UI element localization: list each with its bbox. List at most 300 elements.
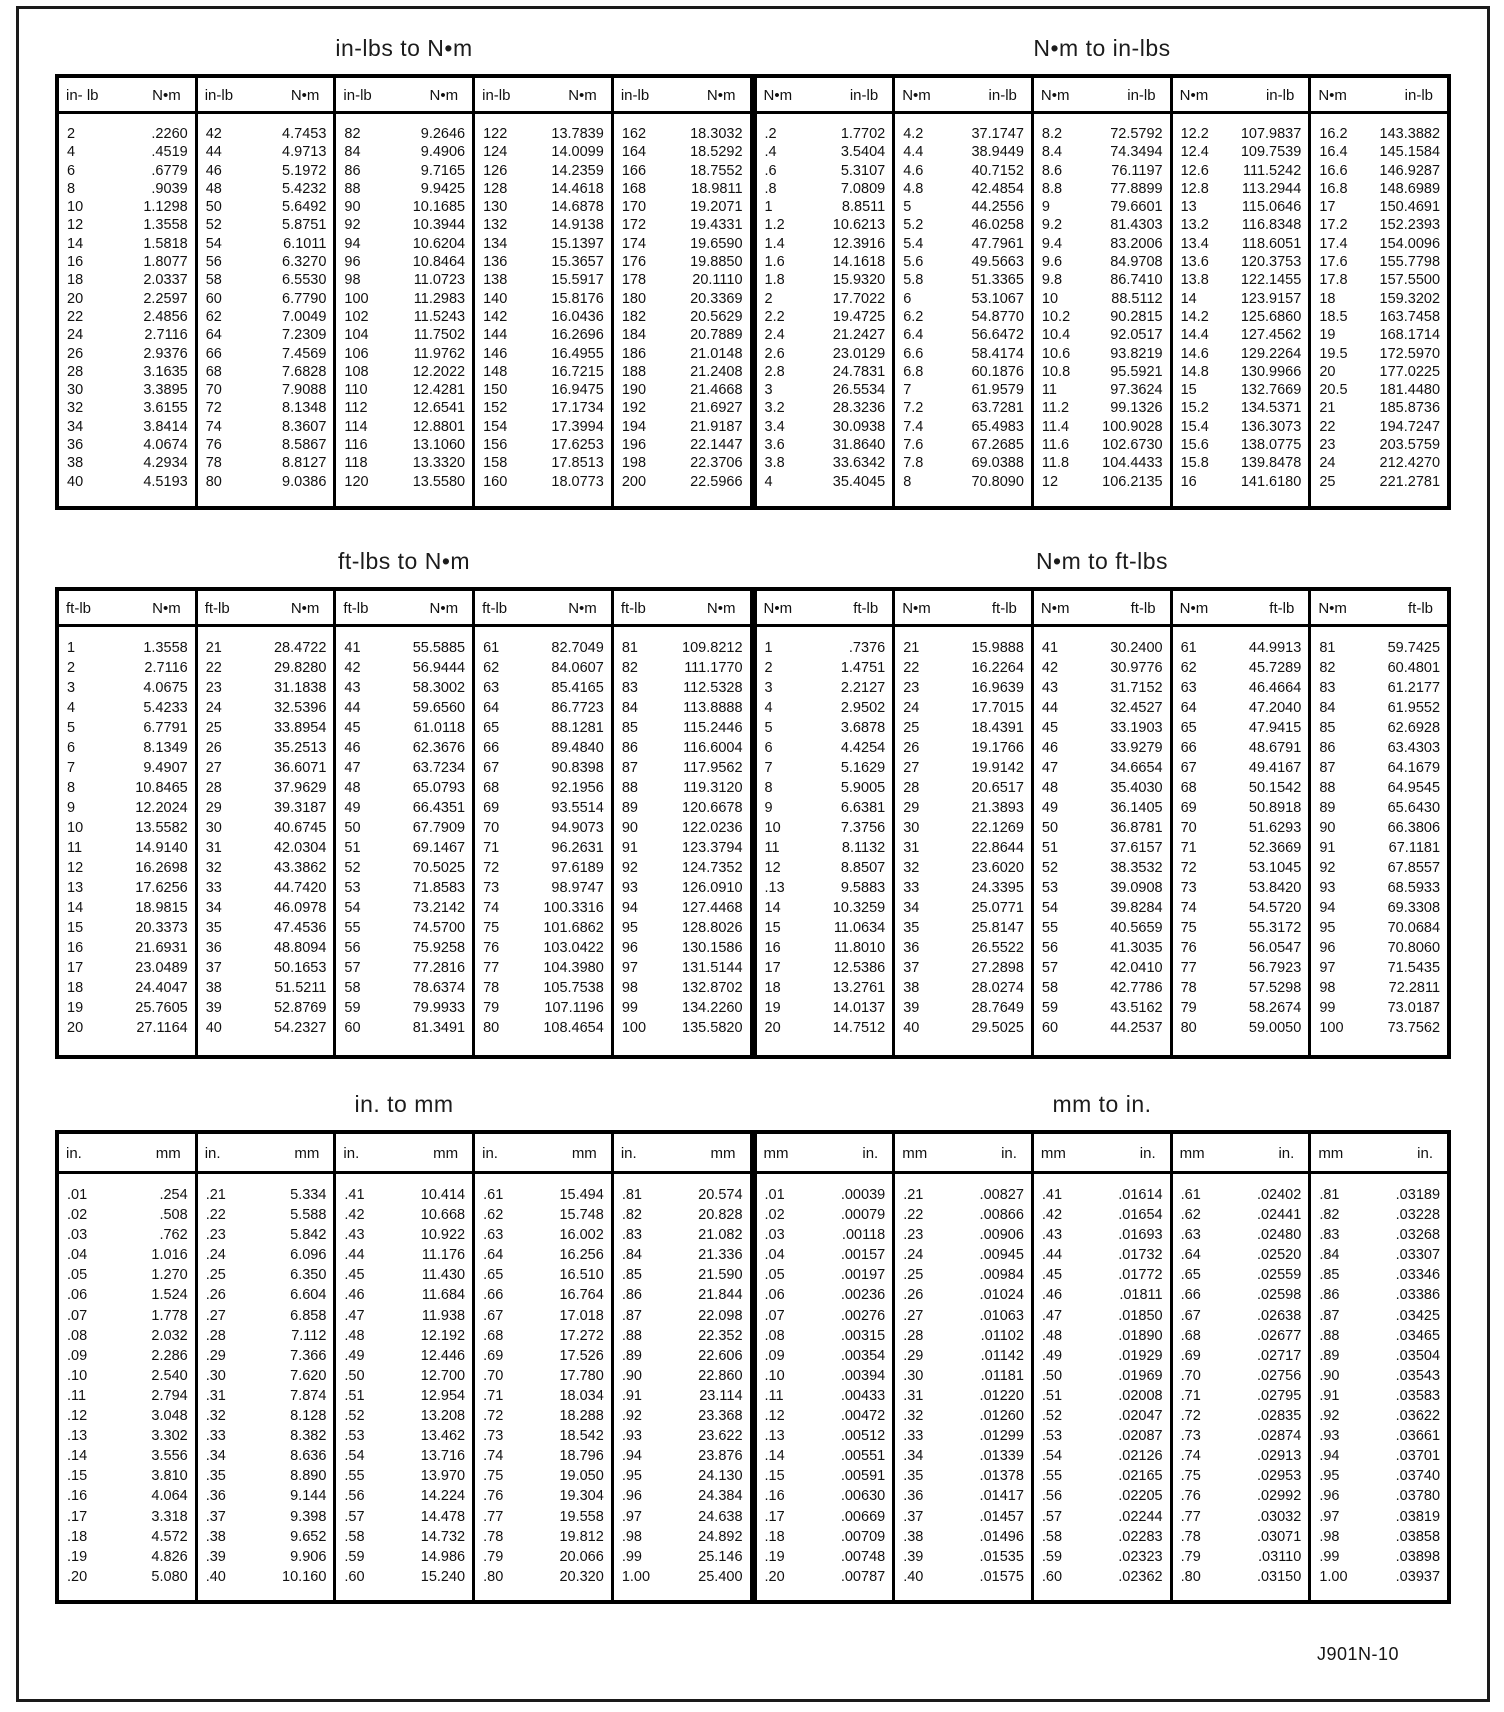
column-header	[757, 78, 893, 114]
value-to: 70.0684	[1387, 920, 1441, 936]
value-to: 124.7352	[682, 860, 743, 876]
value-to: 7.6828	[282, 363, 327, 380]
table-row	[757, 718, 893, 738]
value-rows	[895, 627, 1031, 1044]
value-to: 6.5530	[282, 272, 327, 289]
table-row	[59, 345, 195, 363]
value-from: 78	[205, 455, 222, 472]
table-row	[1173, 918, 1309, 938]
table-row	[757, 1346, 893, 1366]
table-row	[1311, 958, 1447, 978]
value-to: 21.6931	[135, 940, 188, 956]
value-to: 8.636	[290, 1448, 327, 1465]
value-to: 12.2022	[412, 363, 466, 380]
value-from: 2	[67, 660, 76, 676]
table-row	[1034, 363, 1170, 381]
table-row	[1173, 938, 1309, 958]
value-to: .01614	[1118, 1187, 1163, 1203]
unit-from-label: N•m	[763, 87, 793, 104]
value-to: 47.2040	[1248, 700, 1302, 716]
table-row	[336, 1326, 472, 1346]
value-to: 14.9138	[551, 217, 604, 234]
value-from: .52	[344, 1408, 365, 1425]
table-row	[59, 938, 195, 958]
value-to: .03150	[1256, 1568, 1302, 1585]
unit-to-label: N•m	[290, 87, 320, 104]
value-from: 48	[1041, 780, 1059, 796]
value-to: 83.2006	[1110, 235, 1163, 252]
value-from: .94	[621, 1448, 642, 1465]
table-row	[757, 454, 893, 472]
value-to: 53.1045	[1248, 860, 1302, 876]
value-to: 97.3624	[1110, 382, 1163, 399]
value-to: 16.2698	[135, 860, 188, 876]
table-row	[757, 216, 893, 234]
value-to: 5.588	[290, 1207, 327, 1224]
value-to: 69.0388	[971, 455, 1024, 472]
value-to: 47.4536	[273, 920, 327, 936]
value-from: 192	[621, 400, 647, 417]
table-row	[757, 1018, 893, 1038]
value-from: .89	[1319, 1347, 1340, 1364]
value-to: 44.2537	[1110, 1020, 1163, 1036]
table-row	[757, 326, 893, 344]
table-row	[614, 1567, 750, 1587]
table-row	[198, 1326, 334, 1346]
value-to: 6.7791	[143, 720, 188, 736]
table-row	[1034, 143, 1170, 161]
value-to: 76.1197	[1111, 162, 1163, 179]
value-from: 25	[903, 720, 920, 736]
table-row	[1034, 958, 1170, 978]
value-from: 19	[764, 1000, 781, 1016]
value-to: 20.066	[559, 1548, 604, 1565]
table-row	[1311, 1205, 1447, 1225]
table-row	[895, 918, 1031, 938]
value-from: 36	[67, 437, 84, 454]
table-row	[1173, 1466, 1309, 1486]
value-from: .08	[764, 1327, 785, 1344]
value-from: 8	[67, 180, 76, 197]
value-from: 148	[483, 363, 508, 380]
value-to: 20.6517	[971, 780, 1024, 796]
value-from: 57	[344, 960, 361, 976]
value-to: 27.2898	[971, 960, 1024, 976]
value-to: .03346	[1395, 1267, 1441, 1284]
table-row	[1311, 381, 1447, 399]
value-from: .48	[344, 1327, 365, 1344]
value-from: 1	[764, 199, 773, 216]
table-row	[1034, 216, 1170, 234]
value-to: 54.2327	[273, 1020, 327, 1036]
table-row	[757, 758, 893, 778]
value-from: .86	[1319, 1287, 1340, 1304]
value-from: .98	[621, 1528, 642, 1545]
table-row	[198, 878, 334, 898]
value-from: 46	[344, 740, 361, 756]
table-row	[198, 798, 334, 818]
table-row	[1173, 1205, 1309, 1225]
value-from: .27	[205, 1307, 226, 1324]
value-from: 20	[1319, 363, 1336, 380]
table-row	[336, 235, 472, 253]
value-to: 8.8127	[282, 455, 327, 472]
table-row	[1311, 271, 1447, 289]
unit-from-label: N•m	[902, 600, 931, 617]
value-to: 5.1972	[282, 162, 327, 179]
table-row	[614, 858, 750, 878]
value-to: 55.5885	[412, 640, 466, 656]
table-row	[757, 1366, 893, 1386]
value-to: 26.5522	[971, 940, 1024, 956]
table-row	[614, 1326, 750, 1346]
value-to: 3.810	[151, 1468, 188, 1485]
table-row	[1311, 436, 1447, 454]
value-to: .9039	[151, 180, 188, 197]
table-row	[1173, 1225, 1309, 1245]
table-row	[59, 798, 195, 818]
value-from: 11	[764, 840, 780, 856]
value-to: .01969	[1118, 1367, 1163, 1384]
value-to: 17.780	[559, 1367, 604, 1384]
unit-to-label: in.	[1001, 1145, 1017, 1162]
value-from: 28	[205, 780, 222, 796]
value-to: 22.1447	[690, 437, 743, 454]
table-row	[614, 978, 750, 998]
value-to: 17.3994	[551, 418, 604, 435]
table-row	[475, 198, 611, 216]
value-from: 85	[1319, 720, 1336, 736]
value-to: 24.7831	[832, 363, 886, 380]
value-from: 51	[1041, 840, 1059, 856]
value-to: 1.5818	[143, 235, 188, 252]
value-to: 19.8850	[690, 254, 743, 271]
value-to: 5.8751	[282, 217, 327, 234]
value-from: 49	[344, 800, 361, 816]
table-row	[1311, 858, 1447, 878]
value-to: 17.7022	[832, 290, 886, 307]
value-from: 43	[1041, 680, 1059, 696]
pair-column	[757, 1134, 893, 1600]
value-from: .56	[1041, 1488, 1063, 1505]
value-to: .00079	[840, 1207, 886, 1224]
value-to: 67.7909	[412, 820, 466, 836]
value-from: 29	[205, 800, 222, 816]
table-row	[198, 399, 334, 417]
table-row	[198, 1426, 334, 1446]
value-from: 13.4	[1180, 235, 1209, 252]
value-from: 36	[903, 940, 920, 956]
unit-to-label: N•m	[568, 600, 597, 617]
value-to: 146.9287	[1379, 162, 1441, 179]
table-row	[336, 125, 472, 143]
table-row	[336, 162, 472, 180]
value-to: 13.5582	[135, 820, 188, 836]
value-to: .02598	[1256, 1287, 1302, 1304]
value-from: .76	[1180, 1488, 1201, 1505]
value-to: .01181	[980, 1367, 1024, 1384]
value-to: 14.6878	[551, 199, 604, 216]
table-row	[1034, 326, 1170, 344]
value-to: 43.3862	[273, 860, 327, 876]
value-from: 44	[205, 144, 222, 161]
value-from: 5	[903, 199, 912, 216]
table-row	[757, 1185, 893, 1205]
value-from: .99	[1319, 1548, 1340, 1565]
unit-from-label: in-lb	[343, 87, 372, 104]
value-from: .10	[764, 1367, 785, 1384]
value-to: 20.3369	[690, 290, 743, 307]
value-to: 30.2400	[1110, 640, 1163, 656]
table-row	[1034, 1326, 1170, 1346]
value-from: 41	[344, 640, 361, 656]
value-to: .4519	[151, 144, 188, 161]
value-from: 35	[903, 920, 920, 936]
table-row	[614, 125, 750, 143]
table-row	[198, 125, 334, 143]
value-from: .70	[483, 1367, 504, 1384]
value-to: .00906	[979, 1227, 1024, 1244]
value-to: 14.478	[420, 1508, 466, 1525]
value-from: .92	[621, 1408, 642, 1425]
value-to: 18.0773	[551, 473, 604, 490]
value-to: 13.716	[420, 1448, 466, 1465]
unit-from-label: in- lb	[66, 87, 99, 104]
pair-column	[1308, 78, 1447, 506]
table-row	[59, 326, 195, 344]
table-row	[1173, 858, 1309, 878]
value-from: 87	[621, 760, 638, 776]
unit-from-label: in-lb	[204, 87, 234, 104]
value-to: 7.3756	[840, 820, 886, 836]
table-row	[895, 1567, 1031, 1587]
value-to: 71.8583	[412, 880, 466, 896]
table-row	[198, 454, 334, 472]
value-from: 4	[67, 144, 76, 161]
value-from: 194	[621, 418, 647, 435]
value-to: 157.5500	[1379, 272, 1441, 289]
value-from: 16	[67, 940, 84, 956]
column-header	[1034, 78, 1170, 114]
value-to: 22.8644	[971, 840, 1024, 856]
table-row	[336, 938, 472, 958]
table-row	[336, 345, 472, 363]
value-from: 162	[621, 126, 647, 142]
value-from: 184	[621, 327, 647, 344]
table-row	[1034, 253, 1170, 271]
table-row	[336, 326, 472, 344]
value-from: 26	[67, 345, 84, 362]
value-to: 16.002	[559, 1227, 604, 1244]
value-to: 3.048	[151, 1408, 188, 1425]
value-to: 8.1349	[143, 740, 188, 756]
table-row	[198, 345, 334, 363]
value-from: 10.2	[1041, 308, 1071, 325]
value-to: 28.3236	[832, 400, 886, 417]
value-rows	[614, 627, 750, 1044]
value-from: 18	[67, 272, 84, 289]
table-row	[1173, 1285, 1309, 1305]
unit-to-label: N•m	[429, 87, 459, 104]
value-to: 7.874	[290, 1387, 327, 1404]
value-from: 61	[1180, 640, 1197, 656]
column-header	[475, 1134, 611, 1174]
table-row	[757, 1326, 893, 1346]
value-to: 3.3895	[143, 382, 188, 399]
value-to: .02008	[1118, 1387, 1163, 1404]
value-to: 106.2135	[1102, 473, 1163, 490]
table-row	[757, 253, 893, 271]
table-row	[59, 180, 195, 198]
table-row	[198, 1486, 334, 1506]
value-from: 53	[344, 880, 361, 896]
value-rows	[1311, 1174, 1447, 1593]
table-row	[1034, 399, 1170, 417]
value-from: 2	[764, 290, 773, 307]
table-row	[1311, 1486, 1447, 1506]
value-from: 78	[1180, 980, 1197, 996]
value-to: 7.112	[291, 1327, 327, 1344]
value-from: 15.2	[1180, 400, 1209, 417]
table-row	[198, 818, 334, 838]
value-to: 66.4351	[412, 800, 466, 816]
value-from: 15.4	[1180, 418, 1209, 435]
value-from: .06	[764, 1287, 785, 1304]
value-from: 84	[344, 144, 361, 161]
value-to: 7.366	[290, 1347, 327, 1364]
value-to: 61.9579	[971, 382, 1024, 399]
value-from: 74	[483, 900, 500, 916]
table-row	[475, 878, 611, 898]
table-row	[198, 1265, 334, 1285]
value-from: 62	[1180, 660, 1197, 676]
value-to: 52.8769	[273, 1000, 327, 1016]
value-from: .89	[621, 1347, 642, 1364]
value-from: 110	[344, 382, 368, 399]
table-row	[336, 778, 472, 798]
value-to: 33.8954	[273, 720, 327, 736]
table-row	[895, 978, 1031, 998]
value-to: .00748	[840, 1548, 886, 1565]
table-nm-to-ft-lbs	[754, 587, 1452, 1059]
value-to: 12.192	[420, 1327, 466, 1344]
value-from: .69	[1180, 1347, 1201, 1364]
value-to: .01575	[979, 1568, 1024, 1585]
pair-column	[195, 591, 334, 1055]
table-row	[1311, 1326, 1447, 1346]
value-from: .23	[903, 1227, 924, 1244]
value-to: 3.6878	[840, 720, 886, 736]
table-row	[198, 418, 334, 436]
value-to: 115.0646	[1241, 199, 1302, 216]
table-row	[757, 1306, 893, 1326]
value-to: 15.1397	[551, 235, 604, 252]
value-to: 23.6020	[971, 860, 1024, 876]
table-row	[614, 1285, 750, 1305]
value-to: 18.288	[559, 1408, 604, 1425]
value-to: 30.0938	[832, 418, 886, 435]
table-row	[475, 345, 611, 363]
value-to: 8.8507	[840, 860, 886, 876]
value-from: 72	[205, 400, 222, 417]
value-to: 42.0304	[273, 840, 327, 856]
value-from: .40	[205, 1568, 226, 1585]
value-to: 1.778	[151, 1307, 188, 1324]
table-row	[757, 1567, 893, 1587]
table-row	[1034, 1225, 1170, 1245]
value-from: .82	[621, 1207, 642, 1224]
value-from: 25	[1319, 473, 1336, 490]
unit-from-label: ft-lb	[343, 600, 369, 617]
value-to: 17.018	[559, 1307, 604, 1324]
unit-from-label: in.	[482, 1145, 498, 1162]
value-to: .03307	[1395, 1247, 1441, 1264]
table-row	[757, 658, 893, 678]
value-to: 72.5792	[1110, 126, 1163, 142]
value-from: 89	[621, 800, 638, 816]
value-to: .00591	[840, 1468, 886, 1485]
value-from: .54	[344, 1448, 365, 1465]
column-header	[895, 78, 1031, 114]
table-row	[1173, 308, 1309, 326]
value-to: 1.8077	[143, 254, 188, 271]
value-to: 40.6745	[273, 820, 327, 836]
unit-to-label: mm	[433, 1145, 459, 1162]
table-row	[1034, 798, 1170, 818]
value-from: 17.8	[1319, 272, 1348, 289]
value-from: 172	[621, 217, 647, 234]
value-to: 47.9415	[1248, 720, 1302, 736]
table-row	[1034, 1426, 1170, 1446]
value-to: 12.6541	[412, 400, 466, 417]
value-from: 3	[764, 382, 773, 399]
value-rows	[198, 114, 334, 497]
table-title-in-to-mm: in. to mm	[354, 1091, 454, 1117]
value-from: .64	[483, 1247, 504, 1264]
table-row	[1173, 253, 1309, 271]
value-from: .28	[903, 1327, 924, 1344]
table-row	[757, 958, 893, 978]
value-from: 80	[205, 473, 222, 490]
table-row	[198, 253, 334, 271]
table-row	[614, 454, 750, 472]
table-row	[1034, 1265, 1170, 1285]
value-rows	[475, 1174, 611, 1593]
table-row	[59, 1486, 195, 1506]
table-row	[475, 271, 611, 289]
value-from: 89	[1319, 800, 1336, 816]
value-to: .02992	[1256, 1488, 1302, 1505]
table-row	[1173, 778, 1309, 798]
unit-from-label: in.	[204, 1145, 221, 1162]
table-row	[1173, 381, 1309, 399]
value-from: 54	[1041, 900, 1059, 916]
value-from: .4	[764, 144, 777, 161]
value-from: 13.8	[1180, 272, 1209, 289]
value-to: 56.7923	[1248, 960, 1302, 976]
value-from: 198	[621, 455, 647, 472]
table-row	[614, 918, 750, 938]
value-to: 2.2127	[840, 680, 886, 696]
value-to: 22.098	[698, 1307, 743, 1324]
table-row	[336, 418, 472, 436]
value-to: 17.8513	[551, 455, 604, 472]
value-from: 16.2	[1319, 126, 1348, 142]
value-from: 5.8	[903, 272, 924, 289]
value-to: 10.3259	[832, 900, 886, 916]
table-row	[1034, 738, 1170, 758]
value-to: 25.400	[698, 1568, 743, 1585]
